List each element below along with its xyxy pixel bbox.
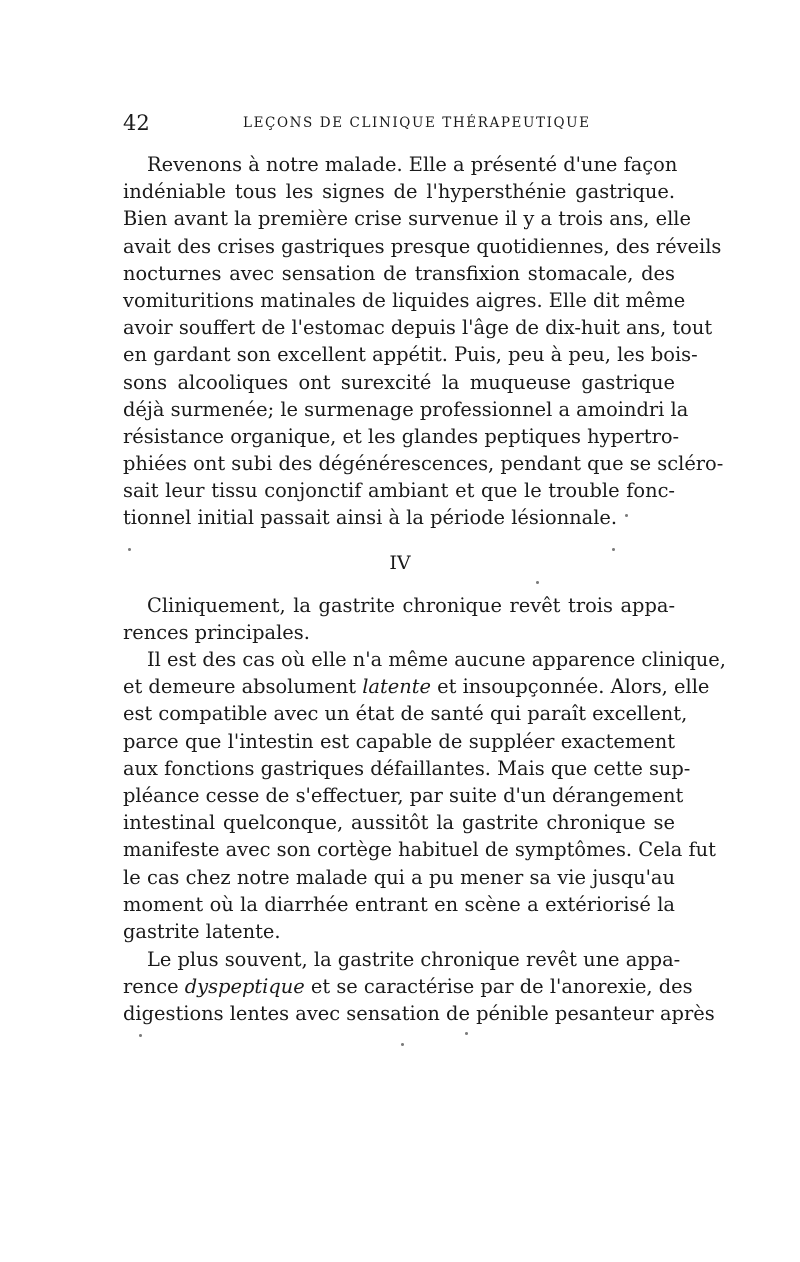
italic-term: latente bbox=[362, 675, 431, 699]
text-line: le cas chez notre malade qui a pu mener sa vie jusqu'au bbox=[123, 865, 675, 889]
page-number: 42 bbox=[123, 111, 150, 135]
text-line: pléance cesse de s'effectuer, par suite d'un dérangement bbox=[123, 783, 684, 807]
text-line: Bien avant la première crise survenue il y a trois ans, elle bbox=[123, 207, 691, 231]
paragraph-1 bbox=[123, 151, 724, 532]
text-line bbox=[123, 973, 693, 1000]
paragraph-3 bbox=[123, 646, 726, 945]
text-line: est compatible avec un état de santé qui paraît excellent, bbox=[123, 702, 688, 726]
ink-speck bbox=[139, 1034, 142, 1037]
text-line: en gardant son excellent appétit. Puis, peu à peu, les bois- bbox=[123, 343, 698, 367]
text-run: et demeure absolument bbox=[123, 675, 363, 699]
ink-speck bbox=[401, 1043, 404, 1046]
text-run: et insoupçonnée. Alors, elle bbox=[430, 675, 710, 699]
text-line: intestinal quelconque, aussitôt la gastrite chronique se bbox=[123, 811, 675, 835]
text-line: avait des crises gastriques presque quotidiennes, des réveils bbox=[123, 234, 722, 258]
text-line: nocturnes avec sensation de transfixion stomacale, des bbox=[123, 261, 675, 285]
text-line: Il est des cas où elle n'a même aucune apparence clinique, bbox=[147, 648, 726, 671]
text-run: et se caractérise par de l'anorexie, des bbox=[304, 975, 693, 999]
italic-term: dyspeptique bbox=[184, 975, 305, 999]
running-title: LEÇONS DE CLINIQUE THÉRAPEUTIQUE bbox=[243, 115, 591, 131]
running-head bbox=[123, 108, 675, 138]
text-line: rences principales. bbox=[123, 621, 310, 645]
text-line: gastrite latente. bbox=[123, 919, 281, 943]
text-line: sons alcooliques ont surexcité la muqueuse gastrique bbox=[123, 370, 675, 394]
text-line: Revenons à notre malade. Elle a présenté d'une façon bbox=[147, 153, 678, 176]
text-run: rence bbox=[123, 975, 185, 999]
text-line: tionnel initial passait ainsi à la période lésionnale. bbox=[123, 506, 618, 530]
paragraph-2 bbox=[123, 592, 675, 646]
ink-speck bbox=[128, 548, 131, 551]
text-line: phiées ont subi des dégénérescences, pendant que se scléro- bbox=[123, 452, 724, 476]
ink-speck bbox=[536, 581, 539, 584]
ink-speck bbox=[625, 514, 628, 517]
text-line: sait leur tissu conjonctif ambiant et que le trouble fonc- bbox=[123, 479, 675, 503]
text-line: Cliniquement, la gastrite chronique revêt trois appa- bbox=[147, 594, 675, 617]
ink-speck bbox=[465, 1032, 468, 1035]
text-line: manifeste avec son cortège habituel de symptômes. Cela fut bbox=[123, 838, 716, 862]
text-line: aux fonctions gastriques défaillantes. Mais que cette sup- bbox=[123, 756, 691, 780]
text-line: digestions lentes avec sensation de pénible pesanteur après bbox=[123, 1002, 715, 1026]
text-line: Le plus souvent, la gastrite chronique revêt une appa- bbox=[147, 948, 681, 971]
text-line: parce que l'intestin est capable de suppléer exactement bbox=[123, 729, 675, 753]
text-line: indéniable tous les signes de l'hypersthénie gastrique. bbox=[123, 180, 675, 204]
text-line: déjà surmenée; le surmenage professionnel a amoindri la bbox=[123, 397, 689, 421]
text-line: avoir souffert de l'estomac depuis l'âge de dix-huit ans, tout bbox=[123, 316, 713, 340]
section-heading: IV bbox=[389, 552, 411, 574]
text-line: vomituritions matinales de liquides aigres. Elle dit même bbox=[123, 288, 686, 312]
text-line bbox=[123, 673, 710, 700]
text-line: résistance organique, et les glandes peptiques hypertro- bbox=[123, 424, 680, 448]
ink-speck bbox=[612, 548, 615, 551]
paragraph-4 bbox=[123, 946, 715, 1028]
text-line: moment où la diarrhée entrant en scène a extériorisé la bbox=[123, 892, 675, 916]
